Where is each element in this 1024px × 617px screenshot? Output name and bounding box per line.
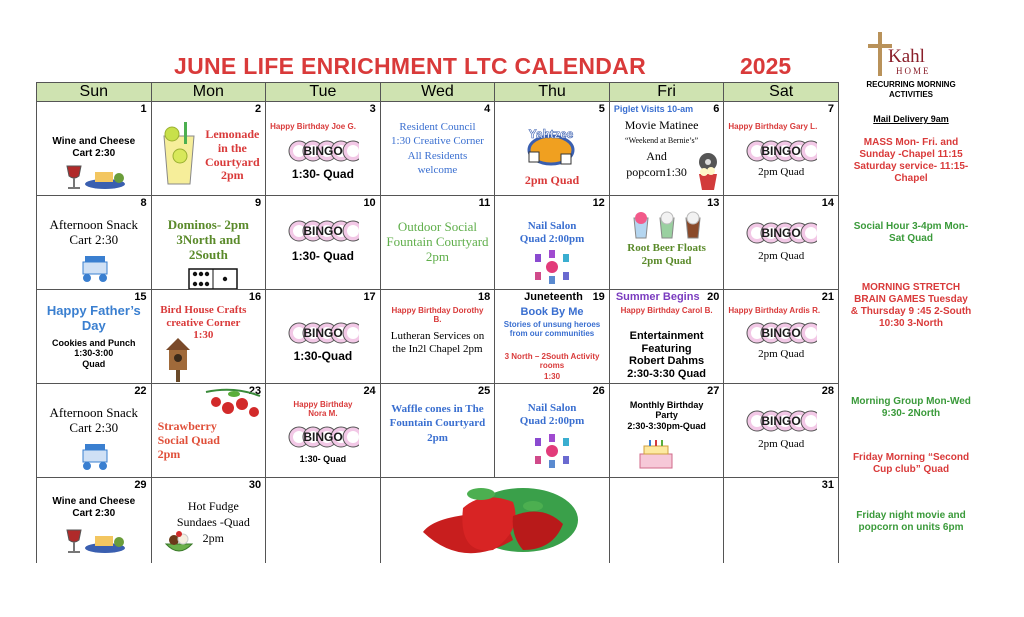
day-number: 22 — [134, 385, 147, 397]
event-line: Cart 2:30 — [69, 419, 119, 435]
event-text — [610, 400, 724, 431]
day-number: 2 — [255, 103, 262, 115]
day-number: 29 — [134, 479, 147, 491]
kahl-home-logo — [866, 30, 961, 80]
sidebar-heading: RECURRING MORNING ACTIVITIES — [866, 80, 956, 99]
snack-cart-icon — [77, 442, 113, 472]
day-number: 5 — [598, 103, 605, 115]
bingo-icon — [745, 220, 817, 251]
event-line: 2:30-3:30 Quad — [627, 367, 707, 380]
bingo-label: BINGO — [761, 226, 801, 240]
birthday-text: Happy Birthday Carol B. — [620, 306, 713, 315]
event-line: Afternoon Snack — [49, 217, 138, 232]
friday-morning-text: Friday Morning “Second Cup club” Quad — [852, 452, 970, 475]
day-cell-25 — [380, 384, 495, 478]
day-number: 25 — [478, 385, 491, 397]
event-time: 2pm Quad — [524, 173, 580, 187]
day-number: 16 — [248, 291, 262, 303]
day-number: 30 — [248, 479, 262, 491]
day-number: 23 — [248, 385, 262, 397]
root-beer-float-icon — [628, 210, 708, 240]
calendar-year: 2025 — [740, 53, 792, 79]
day-number: 12 — [592, 197, 605, 209]
day-number: 28 — [821, 385, 834, 397]
event-line: And — [646, 149, 667, 163]
weekday-wed: Wed — [380, 83, 495, 102]
event-line: Wine and Cheese — [52, 136, 136, 147]
week-row-4 — [37, 384, 839, 478]
day-number: 20 — [707, 291, 720, 303]
day-number: 14 — [821, 197, 834, 209]
day-cell-15 — [37, 290, 152, 384]
day-cell-27 — [609, 384, 724, 478]
week-row-3 — [37, 290, 839, 384]
morning-group-text: Morning Group Mon-Wed 9:30- 2North — [851, 396, 971, 419]
event-text — [610, 330, 724, 381]
event-text — [495, 402, 609, 427]
day-cell-20 — [609, 290, 724, 384]
mail-delivery-text: Mail Delivery 9am — [873, 114, 949, 124]
day-number: 3 — [369, 103, 376, 115]
day-number: 19 — [592, 291, 605, 303]
event-line: Nora M. — [308, 409, 338, 419]
day-number: 15 — [134, 291, 147, 303]
event-line: Nail Salon — [527, 220, 577, 232]
bird-house-icon — [164, 336, 192, 382]
event-line: popcorn1:30 — [626, 165, 687, 179]
day-cell-30 — [151, 478, 266, 564]
bingo-icon — [287, 218, 359, 249]
event-text — [610, 242, 724, 267]
event-time: 1:30- Quad — [291, 167, 354, 181]
event-text: Lutheran Services on the In2l Chapel 2pm — [390, 330, 485, 355]
weekday-sun: Sun — [37, 83, 152, 102]
day-number: 26 — [592, 385, 605, 397]
event-text: Hot Fudge Sundaes -Quad 2pm — [176, 499, 250, 546]
lemonade-glass-icon — [158, 122, 200, 188]
day-cell-11 — [380, 196, 495, 290]
week-row-5 — [37, 478, 839, 564]
event-text: Lemonade in the Courtyard 2pm — [205, 127, 260, 183]
event-line: Cookies and Punch — [52, 338, 136, 348]
day-cell-31 — [724, 478, 839, 564]
calendar-title: JUNE LIFE ENRICHMENT LTC CALENDAR — [173, 53, 647, 79]
event-text — [37, 496, 151, 519]
bingo-label: BINGO — [761, 414, 801, 428]
event-line: Wine and Cheese — [52, 496, 136, 507]
day-cell-9 — [151, 196, 266, 290]
day-number: 7 — [827, 103, 834, 115]
day-cell-21 — [724, 290, 839, 384]
morning-stretch-text: MORNING STRETCH BRAIN GAMES Tuesday & Thursday 9 :45 2-South 10:30 3-North — [850, 282, 972, 329]
event-label: Summer Begins — [615, 291, 700, 303]
birthday-text: Happy Birthday Dorothy B. — [391, 306, 484, 325]
birthday-text: Happy Birthday Joe G. — [270, 122, 356, 131]
event-line: Quad 2:00pm — [519, 414, 585, 427]
day-cell-24 — [266, 384, 381, 478]
event-line: 2pm Quad — [641, 254, 692, 267]
bingo-icon — [287, 424, 359, 455]
event-text: Dominos- 2pm 3North and 2South — [167, 217, 249, 262]
event-line: 1:30-3:00 — [74, 348, 114, 359]
yahtzee-label: Yahtzee — [528, 127, 574, 141]
event-label: Juneteenth — [524, 291, 583, 303]
yahtzee-icon — [521, 124, 581, 168]
logo-sub: HOME — [896, 66, 931, 76]
bingo-label: BINGO — [761, 326, 801, 340]
day-number: 31 — [821, 479, 834, 491]
logo-name: Kahl — [888, 46, 925, 67]
day-cell-22 — [37, 384, 152, 478]
event-time: 1:30-Quad — [293, 349, 353, 363]
bingo-label: BINGO — [303, 430, 343, 444]
weekday-tue: Tue — [266, 83, 381, 102]
event-text — [37, 406, 151, 436]
week-row-2 — [37, 196, 839, 290]
bingo-label: BINGO — [303, 224, 343, 238]
day-cell-8 — [37, 196, 152, 290]
event-time: 2pm Quad — [758, 438, 805, 450]
day-number: 10 — [363, 197, 376, 209]
day-cell-26 — [495, 384, 610, 478]
weekday-sat: Sat — [724, 83, 839, 102]
day-number: 1 — [140, 103, 147, 115]
day-cell-28 — [724, 384, 839, 478]
day-number: 17 — [363, 291, 376, 303]
film-reel-popcorn-icon — [695, 152, 721, 192]
event-desc: Stories of unsung heroes from our communities — [503, 320, 601, 339]
day-number: 9 — [255, 197, 262, 209]
day-cell-19 — [495, 290, 610, 384]
birthday-cake-icon — [636, 440, 676, 472]
event-time: 1:30- Quad — [299, 454, 347, 464]
day-cell-12 — [495, 196, 610, 290]
event-text: Waffle cones in The Fountain Courtyard 2pm — [389, 403, 486, 444]
event-time: 1:30 — [544, 372, 561, 381]
event-line: Robert Dahms — [629, 355, 705, 368]
day-cell-13 — [609, 196, 724, 290]
event-text — [37, 218, 151, 248]
event-line: Nail Salon — [527, 402, 577, 414]
event-text: Strawberry Social Quad 2pm — [157, 419, 220, 461]
day-number: 18 — [478, 291, 491, 303]
day-number: 8 — [140, 197, 147, 209]
strawberries-icon — [403, 480, 593, 560]
domino-icon — [188, 268, 238, 290]
day-number: 21 — [821, 291, 834, 303]
weekday-header-row — [37, 83, 839, 102]
strawberry-decoration-cell — [380, 478, 609, 564]
calendar-grid — [36, 82, 839, 563]
event-line: Monthly Birthday — [629, 400, 704, 410]
bingo-label: BINGO — [303, 144, 343, 158]
event-line: 2:30-3:30pm-Quad — [627, 420, 706, 431]
event-line: Entertainment — [629, 330, 704, 342]
event-line: Cart 2:30 — [72, 147, 116, 159]
event-line: Party — [655, 410, 678, 421]
event-text — [37, 136, 151, 159]
event-line: Happy Birthday — [293, 400, 353, 409]
weekday-mon: Mon — [151, 83, 266, 102]
wine-cheese-icon — [63, 164, 133, 192]
event-title: Happy Father’s Day — [46, 303, 141, 333]
day-cell-10 — [266, 196, 381, 290]
day-cell-empty — [609, 478, 724, 564]
week-row-1 — [37, 102, 839, 196]
event-title: Movie Matinee — [624, 118, 699, 132]
day-number: 11 — [478, 197, 491, 209]
wine-cheese-icon — [63, 528, 133, 556]
event-rooms: 3 North – 2South Activity rooms — [504, 352, 600, 371]
event-text: Resident Council 1:30 Creative Corner All Residents welcome — [391, 121, 484, 176]
mass-schedule-text: MASS Mon- Fri. and Sunday -Chapel 11:15 Saturday service- 11:15-Chapel — [853, 137, 969, 184]
day-number: 13 — [707, 197, 720, 209]
day-cell-2 — [151, 102, 266, 196]
day-cell-17 — [266, 290, 381, 384]
event-line: Afternoon Snack — [49, 405, 138, 420]
day-cell-18 — [380, 290, 495, 384]
day-cell-4 — [380, 102, 495, 196]
birthday-text — [266, 400, 380, 418]
day-cell-7 — [724, 102, 839, 196]
event-text: Bird House Crafts creative Corner 1:30 — [160, 304, 247, 342]
bingo-icon — [745, 408, 817, 439]
strawberry-branch-icon — [204, 386, 262, 422]
event-time: 2pm Quad — [758, 166, 805, 178]
day-number: 4 — [484, 103, 491, 115]
day-cell-empty — [266, 478, 381, 564]
social-hour-text: Social Hour 3-4pm Mon- Sat Quad — [853, 221, 969, 244]
weekday-fri: Fri — [609, 83, 724, 102]
day-number: 24 — [363, 385, 376, 397]
day-number: 6 — [713, 103, 720, 115]
event-text — [495, 220, 609, 245]
bingo-label: BINGO — [761, 144, 801, 158]
sundae-icon — [164, 530, 194, 560]
day-cell-14 — [724, 196, 839, 290]
nail-polish-icon — [529, 434, 575, 468]
day-cell-5 — [495, 102, 610, 196]
event-line: Featuring — [641, 342, 692, 355]
event-title: Book By Me — [520, 306, 584, 318]
day-cell-16 — [151, 290, 266, 384]
event-line: Quad — [82, 358, 106, 369]
bingo-icon — [287, 138, 359, 169]
day-number: 27 — [707, 385, 720, 397]
friday-night-text: Friday night movie and popcorn on units 6pm — [856, 510, 966, 533]
snack-cart-icon — [77, 254, 113, 284]
bingo-icon — [745, 138, 817, 169]
event-text — [37, 338, 151, 369]
day-cell-6 — [609, 102, 724, 196]
bingo-icon — [745, 320, 817, 351]
event-note: Piglet Visits 10-am — [613, 104, 694, 114]
bingo-label: BINGO — [303, 326, 343, 340]
event-line: Quad 2:00pm — [519, 232, 585, 245]
day-cell-3 — [266, 102, 381, 196]
event-line: Root Beer Floats — [627, 242, 706, 254]
nail-polish-icon — [529, 250, 575, 284]
bingo-icon — [287, 320, 359, 351]
event-text: Outdoor Social Fountain Courtyard 2pm — [386, 219, 489, 264]
event-time: 1:30- Quad — [291, 249, 354, 263]
event-line: Cart 2:30 — [69, 231, 119, 247]
day-cell-29 — [37, 478, 152, 564]
day-cell-23 — [151, 384, 266, 478]
event-line: Cart 2:30 — [72, 507, 116, 519]
birthday-text: Happy Birthday Gary L. — [728, 122, 818, 131]
event-time: 2pm Quad — [758, 250, 805, 262]
day-cell-1 — [37, 102, 152, 196]
event-movie: “Weekend at Bernie’s” — [625, 136, 699, 145]
event-time: 2pm Quad — [758, 348, 805, 360]
weekday-thu: Thu — [495, 83, 610, 102]
birthday-text: Happy Birthday Ardis R. — [728, 306, 821, 315]
